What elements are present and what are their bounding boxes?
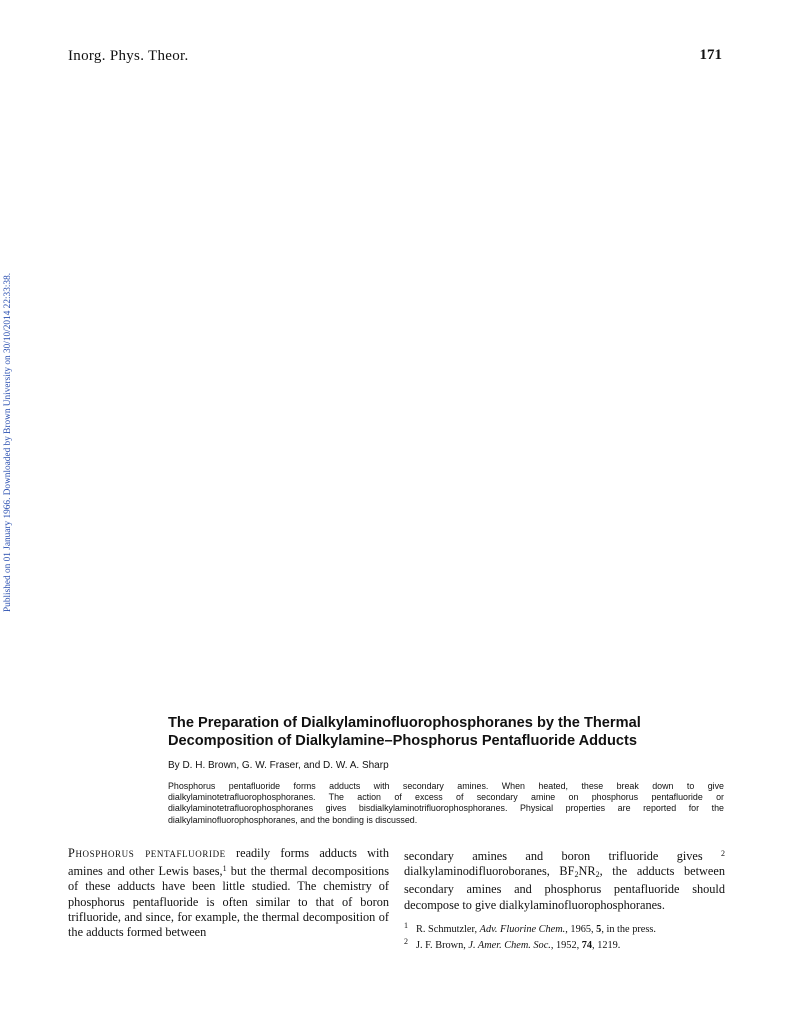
journal-section-header: Inorg. Phys. Theor. (68, 48, 189, 64)
subscript: 2 (574, 870, 579, 880)
footnote-pages: , 1219. (592, 940, 621, 952)
subscript: 2 (595, 870, 600, 880)
footnote-pages: , in the press. (601, 923, 656, 935)
footnote-year: , 1952, (550, 940, 582, 952)
body-text: NR (578, 864, 596, 879)
footnote-volume: 5 (596, 923, 602, 935)
body-text: secondary amines and boron trifluoride gives (404, 849, 721, 863)
footnote-volume: 74 (581, 940, 593, 952)
lead-in-words: Phosphorus pentafluoride (68, 846, 226, 860)
body-text: readily forms adducts with amines and other Lewis bases, (68, 846, 389, 879)
reference-marker: 2 (721, 849, 725, 858)
footnote-journal: J. Amer. Chem. Soc. (468, 940, 551, 952)
paragraph (404, 846, 725, 913)
footnote-2 (404, 936, 725, 952)
body-column-right (404, 846, 725, 953)
footnote-author: J. F. Brown, (416, 940, 469, 952)
body-text: but the thermal decompositions of these adducts have been little studied. The chemistry of phosphorus pentafluoride is often similar to that of boron trifluoride, and since, for example, the thermal decomposition of the adducts formed between (68, 864, 389, 940)
page-number: 171 (699, 47, 722, 63)
body-column-left (68, 846, 389, 940)
footnote-journal: Adv. Fluorine Chem. (479, 923, 566, 935)
footnote-number: 2 (404, 937, 408, 947)
reference-marker: 1 (222, 864, 227, 874)
abstract: Phosphorus pentafluoride forms adducts with secondary amines. When heated, these break down to give dialkylaminotetrafluorophosphoranes. The action of excess of secondary amine on phosphorus pentafluoride or dialkylaminotetrafluorophosphoranes gives bisdialkylaminotrifluorophosphoranes. Physical properties are reported for the dialkylaminofluorophosphoranes, and the bonding is discussed. (168, 781, 724, 825)
author-line: By D. H. Brown, G. W. Fraser, and D. W. A. Sharp (168, 760, 389, 771)
title-line-1: The Preparation of Dialkylaminofluorophosphoranes by the Thermal (168, 715, 641, 731)
footnote-number: 1 (404, 920, 408, 930)
footnote-year: , 1965, (565, 923, 597, 935)
title-line-2: Decomposition of Dialkylamine–Phosphorus Pentafluoride Adducts (168, 733, 637, 749)
footnote-1 (404, 920, 725, 936)
body-text: , the adducts between secondary amines and phosphorus pentafluoride should decompose to give dialkylaminofluorophosphoranes. (404, 864, 725, 912)
article-title (168, 714, 728, 750)
body-text: dialkylaminodifluoroboranes, BF (404, 864, 575, 879)
download-watermark: Published on 01 January 1966. Downloaded by Brown University on 30/10/2014 22:33:38. (3, 272, 13, 612)
footnote-author: R. Schmutzler, (416, 923, 480, 935)
